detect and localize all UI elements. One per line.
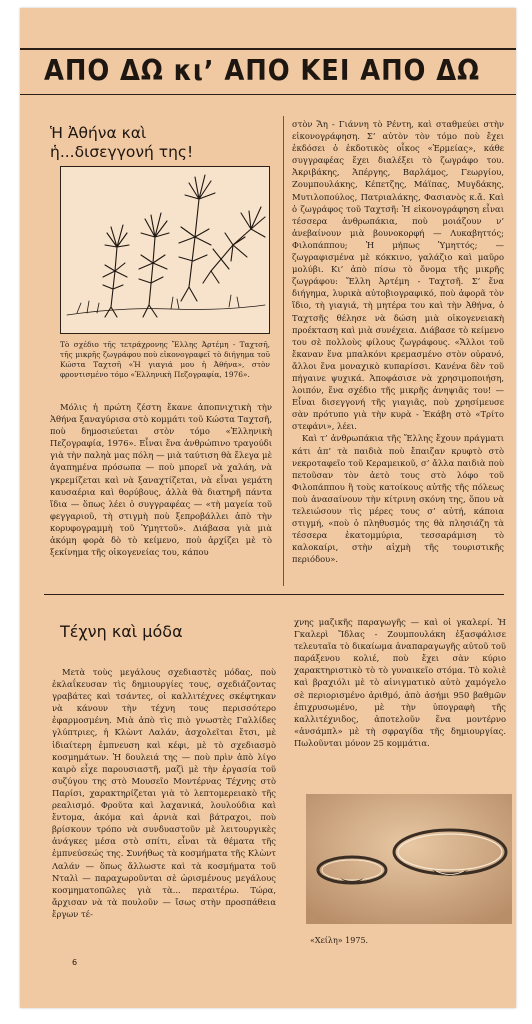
photo-caption: «Χείλη» 1975. <box>310 936 369 945</box>
page-number: 6 <box>72 958 78 967</box>
masthead <box>20 48 516 96</box>
masthead-rule <box>20 94 516 95</box>
article1-title-line2: ἡ...δισεγγονή της! <box>50 143 194 161</box>
jewelry-illustration <box>306 794 512 924</box>
child-drawing-figures <box>61 167 269 333</box>
jewelry-photo <box>306 794 512 924</box>
article1-title <box>50 124 193 162</box>
article1-paragraph: στὸν Ἅη - Γιάννη τὸ Ρέντη, καὶ σταθμεύει στὴν εἰκονογράφηση. Σ’ αὐτὸν τὸν τόμο ποὺ ἔχει ἐκδόσει ὁ ἐκδοτικὸς οἶκος «Ἑρμείας», κάθε συγγραφέας ἔχει διαλέξει τὸ ζωγράφο του. Ἀκριβάκης, Ἀπέργης, Βαρλάμος, Γεωργίου, Ζουμπουλάκης, Κέπετζης, Μάϊπας, Μυγδάκης, Μυτιλοπούλος, Πατριαλάκης, Φασιανὸς κ.ἄ. Καὶ ὁ ζωγράφος τοῦ Ταχτσῆ: Ἡ εἰκονογράφηση εἶναι τέσσερα ἀνθρωπάκια, ποὺ μοιάζουν ν’ ἀνεβαίνουν μιὰ βουνοκορφή — Λυκαβηττός; Φιλοπάππου; Ἡ μήπως Ὑμηττός; — ζωγραφισμένα μὲ κόκκινο, γαλάζιο καὶ μαῦρο μολύβι. Κι’ ἀπὸ πίσω τὸ ὄνομα τῆς μικρῆς ζωγράφου: Ἔλλη Ἀρτέμη - Ταχτσῆ. Σ’ ἕνα διήγημα, λυρικὰ αὐτοβιογραφικό, ποὺ ἀφορᾶ τὸν ἴδιο, τὴ γιαγιά, τὴ μητέρα του καὶ τὴν Ἀθήνα, ὁ Ταχτσῆς θέλησε νὰ δώση μιὰ οἰκογενειακὴ προέκταση καὶ μιὰ συνέχεια. Διάβασε τὸ κείμενο του σὲ πολλοὺς φίλους ζωγράφους. «Ἄλλοι τοῦ ἔκαναν ἕνα μπαλκόνι κρεμασμένο στὸν οὐρανό, ἄλλοι ἕνα μοναχικὸ κυπαρίσσι. Κανένα δὲν τοῦ πήγαινε ψυχικά. Ἀποφάσισε νὰ χρησιμοποιήση, λοιπόν, ἕνα σχέδιο τῆς μικρῆς ἀνηψιᾶς του! — Εἶναι δισεγγονή τῆς γιαγιᾶς, ποὺ χρησίμευσε σὰν πρότυπο γιὰ τὴν κυρὰ - Ἑκάβη στὸ «Τρίτο στεφάνι», λέει. <box>292 119 504 432</box>
newspaper-clipping <box>20 8 516 1008</box>
masthead-title: ΑΠΟ ΔΩ κι’ ΑΠΟ ΚΕΙ ΑΠΟ ΔΩ <box>44 54 480 87</box>
article1-paragraph: Καὶ τ’ ἀνθρωπάκια τῆς Ἔλλης ἔχουν πράγματι κάτι ἀπ’ τὰ παιδιὰ ποὺ ἔπαιζαν κρυφτὸ στὸ νεκροταφεῖο τοῦ Κεραμεικοῦ, σ’ ἄλλα παιδιὰ ποὺ πετοῦσαν τὸν ἀετὸ τους στὸ λόφο τοῦ Φιλοπάππου ἢ τοὺς κατοίκους αὐτῆς τῆς πόλεως ποὺ ἀνασαίνουν τὴν κίτρινη σκόνη της, ὅπου νὰ τελειώσουν τὶς μέρες τους σ’ αὐτή, κάποια στιγμή, «ποὺ ὁ πληθυσμός της θὰ πλησιάζη τὰ τέσσερα ἑκατομμύρια, τεσσαράμιση τὸ καλοκαίρι, στὴν αἰχμὴ τῆς τουριστικῆς περιόδου». <box>292 433 504 565</box>
article1-column1 <box>50 401 272 558</box>
drawing-caption: Τὸ σχέδιο τῆς τετράχρονης Ἔλλης Ἀρτέμη - Ταχτσῆ, τῆς μικρῆς ζωγράφου ποὺ εἰκονογραφεῖ τὸ διήγημα τοῦ Κώστα Ταχτσῆ «Ἡ γιαγιά μου ἡ Ἀθήνα», στὸν φροντισμένο τόμο «Ἑλληνικὴ Πεζογραφία, 1976». <box>60 340 270 379</box>
article1-paragraph: Μόλις ἡ πρώτη ζέστη ἔκανε ἀποπνιχτικὴ τὴν Ἀθήνα ξαναγύρισα στὸ κομμάτι τοῦ Κώστα Ταχτσῆ, ποὺ δημοσιεύεται στὸν τόμο «Ἑλληνικὴ Πεζογραφία, 1976». Εἶναι ἕνα ἀνθρώπινο τραγούδι γιὰ τὴν παληὰ μας πόλη — μιὰ ταύτιση θὰ ἔλεγα μὲ ἀγαπημένα πρόσωπα — ποὺ μπορεῖ νὰ χαλάη, νὰ γκρεμίζεται καὶ νὰ ξαναχτίζεται, νὰ εἶναι γεμάτη καυσαέρια καὶ θορύβους, ἀλλὰ θὰ διατηρῆ πάντα ἴδια — ὅπως λέει ὁ συγγραφέας — «τὴ μαγεία τοῦ φεγγαριοῦ, τὴ στιγμὴ ποὺ ξεπροβάλλει ἀπὸ τὴν κορυφογραμμὴ τοῦ Ὑμηττοῦ». Διάβασα γιὰ μιὰ ἀκόμη φορὰ δὸ τὸ κείμενο, ποὺ ἀρχίζει μὲ τὸ ξεκίνημα τῆς οἰκογενείας του, κάπου <box>50 402 272 558</box>
article2-column1 <box>52 666 276 920</box>
article2-column2 <box>294 616 506 749</box>
column-divider <box>283 116 284 586</box>
section-separator <box>44 594 504 595</box>
article2-title: Τέχνη καὶ μόδα <box>60 622 183 641</box>
article1-title-line1: Ἡ Ἀθήνα καὶ <box>50 124 147 142</box>
article2-paragraph: χνης μαζικῆς παραγωγῆς — καὶ οἱ γκαλερί. Ἡ Γκαλερὶ Ἴδλας - Ζουμπουλάκη ἐξασφάλισε τελευταῖα τὸ δικαίωμα ἀναπαραγωγῆς αὐτοῦ τοῦ παράξενου κολιέ, ποὺ ἔχει σὰν κύριο χαρακτηριστικὸ τὸ τὸ γυναικεῖο στόμα. Τὸ κολιὲ καὶ βραχιόλι μὲ τὸ αἰνιγματικὸ αὐτὸ χαμόγελο σὲ περιορισμένο ἀριθμό, ἀπὸ ἀσήμι 950 βαθμῶν ἐπιχρυσωμένο, μὲ τὴν ὑπογραφὴ τῆς καλλιτέχνιδος, ἀποτελοῦν ἕνα μοντέρνο «ἀνσάμπλ» μὲ τὴ σφραγίδα τῆς δημιουργίας. Πωλοῦνται μόνον 25 κομμάτια. <box>294 617 506 748</box>
article1-column2 <box>292 118 504 565</box>
article2-paragraph: Μετὰ τοὺς μεγάλους σχεδιαστὲς μόδας, ποὺ ἐκλαΐκευσαν τὶς δημιουργίες τους, σχεδιάζοντας γραβάτες καὶ τσάντες, οἱ καλλιτέχνες σκέφτηκαν νὰ κάνουν τὴν τέχνη τους περισσότερο ἐφαρμοσμένη. Μιὰ ἀπὸ τὶς πιὸ γνωστὲς Γαλλίδες γλύπτριες, ἡ Κλὼντ Λαλάν, ἀσχολεῖται ἔτσι, μὲ ἰδιαίτερη ἐμπνευση καὶ κέφι, μὲ τὸ σχεδιασμὸ κοσμημάτων. Ἡ δουλειά της — ποὺ πρὶν ἀπὸ λίγο καιρὸ εἶχε παρουσιαστῆ, μαζὶ μὲ τὴν ἐργασία τοῦ συζύγου της στὸ Μουσεῖο Μοντέρνας Τέχνης στὸ Παρίσι, χαρακτηρίζεται γιὰ τὸ λεπτομερειακὸ τῆς ρεαλισμό. Φροῦτα καὶ λαχανικά, λουλούδια καὶ ἔντομα, ἀκόμα καὶ ἀρνιὰ καὶ βάτραχοι, ποὺ βρίσκουν τρόπο νὰ συνδυαστοῦν μὲ λειτουργικὲς ἀνάγκες μέσα στὸ σπίτι, εἶναι τὰ θέματα τῆς ἐμπνεύσεώς της. Συνήθως τὰ κοσμήματα τῆς Κλὼντ Λαλάν — ὅπως ἄλλωστε καὶ τὰ κοσμήματα τοῦ Νταλὶ — παραχωροῦνται σὲ ὡρισμένους μεγάλους κοσμηματοπῶλες γιὰ τὰ... περαιτέρω. Τώρα, ἄρχισαν νὰ τὰ πουλοῦν — ἴσως στὴν προσπάθεια ἔργων τέ- <box>52 667 276 919</box>
child-drawing <box>60 166 270 334</box>
